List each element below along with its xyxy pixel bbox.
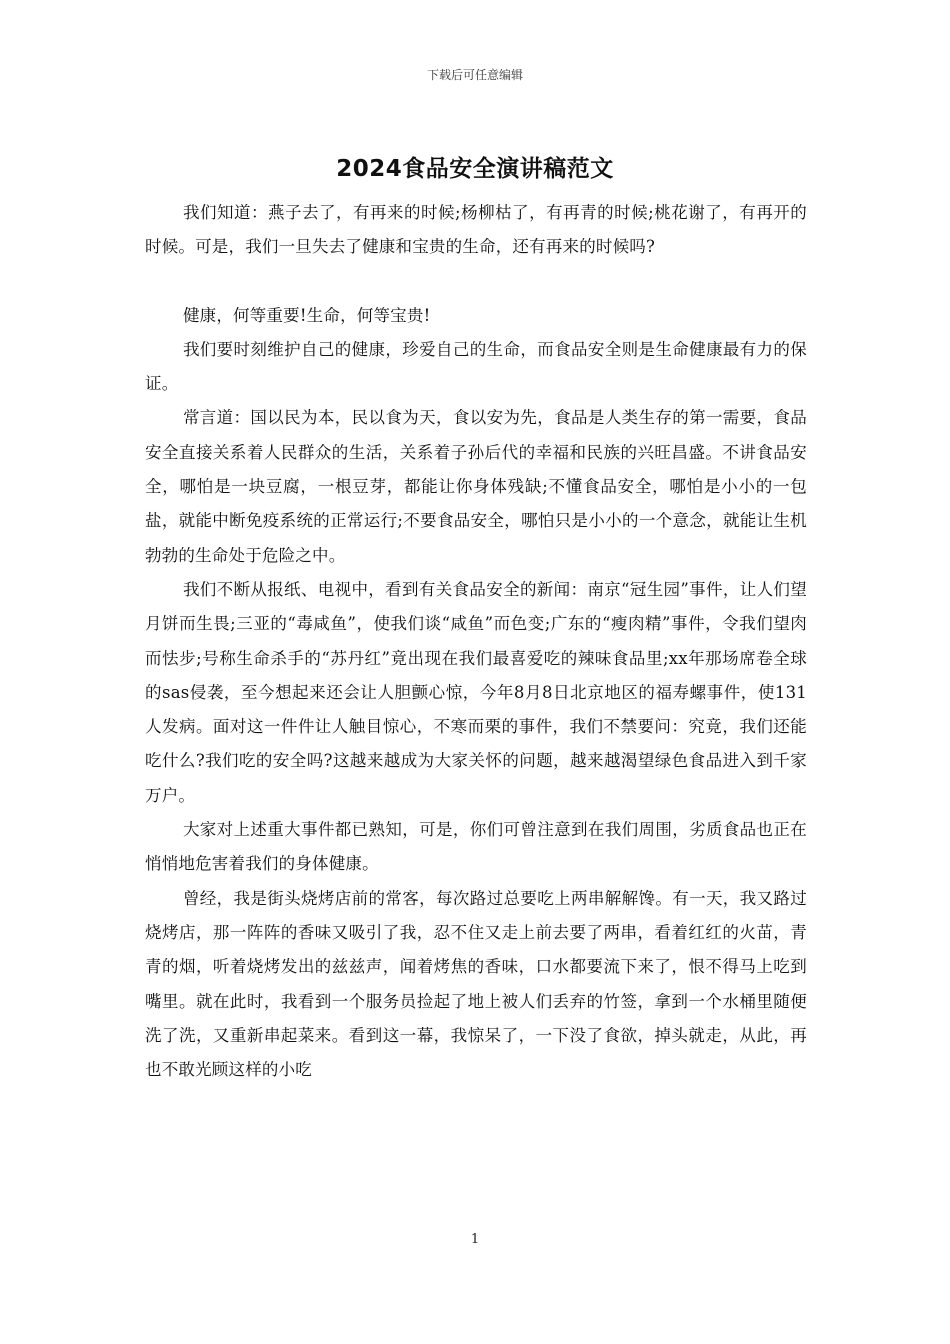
document-body (145, 196, 807, 1087)
paragraph-4: 常言道：国以民为本，民以食为天，食以安为先，食品是人类生存的第一需要，食品安全直接关系着人民群众的生活，关系着子孙后代的幸福和民族的兴旺昌盛。不讲食品安全，哪怕是一块豆腐，一根豆芽，都能让你身体残缺;不懂食品安全，哪怕是小小的一包盐，就能中断免疫系统的正常运行;不要食品安全，哪怕只是小小的一个意念，就能让生机勃勃的生命处于危险之中。 (145, 408, 807, 565)
paragraph-6: 大家对上述重大事件都已熟知，可是，你们可曾注意到在我们周围，劣质食品也正在悄悄地危害着我们的身体健康。 (145, 820, 807, 874)
paragraph-2: 健康，何等重要!生命，何等宝贵! (182, 305, 431, 325)
paragraph-7: 曾经，我是街头烧烤店前的常客，每次路过总要吃上两串解解馋。有一天，我又路过烧烤店，那一阵阵的香味又吸引了我，忍不住又走上前去要了两串，看着红红的火苗，青青的烟，听着烧烤发出的兹兹声，闻着烤焦的香味，口水都要流下来了，恨不得马上吃到嘴里。就在此时，我看到一个服务员捡起了地上被人们丢弃的竹签，拿到一个水桶里随便洗了洗，又重新串起菜来。看到这一幕，我惊呆了，一下没了食欲，掉头就走，从此，再也不敢光顾这样的小吃 (145, 888, 807, 1080)
header-note: 下载后可任意编辑 (426, 68, 523, 82)
paragraph-3: 我们要时刻维护自己的健康，珍爱自己的生命，而食品安全则是生命健康最有力的保证。 (145, 339, 807, 394)
page-number: 1 (470, 1232, 480, 1247)
paragraph-1: 我们知道：燕子去了，有再来的时候;杨柳枯了，有再青的时候;桃花谢了，有再开的时候。可是，我们一旦失去了健康和宝贵的生命，还有再来的时候吗? (145, 203, 807, 257)
paragraph-5: 我们不断从报纸、电视中，看到有关食品安全的新闻：南京“冠生园”事件，让人们望月饼而生畏;三亚的“毒咸鱼”，使我们谈“咸鱼”而色变;广东的“瘦肉精”事件，令我们望肉而怯步;号称生命杀手的“苏丹红”竟出现在我们最喜爱吃的辣味食品里;xx年那场席卷全球的sas侵袭，至今想起来还会让人胆颤心惊，今年8月8日北京地区的福寿螺事件，使131人发病。面对这一件件让人触目惊心，不寒而栗的事件，我们不禁要问：究竟，我们还能吃什么?我们吃的安全吗?这越来越成为大家关怀的问题，越来越渴望绿色食品进入到千家万户。 (145, 579, 807, 805)
document-title: 2024食品安全演讲稿范文 (336, 156, 614, 182)
